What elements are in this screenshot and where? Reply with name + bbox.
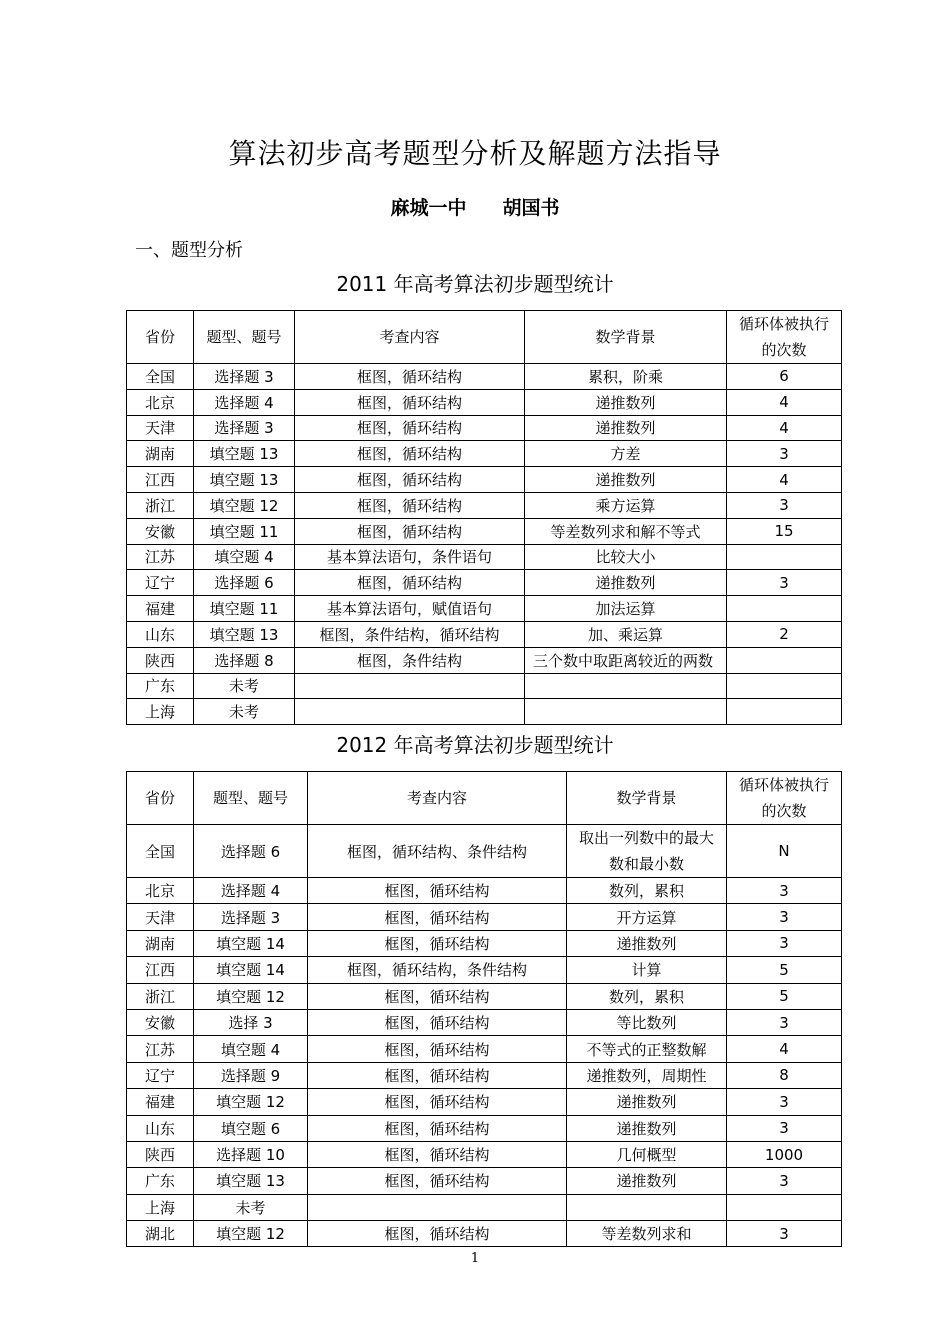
table-row	[127, 544, 842, 570]
cell-content: 框图，循环结构	[295, 570, 525, 596]
cell-province: 北京	[127, 878, 194, 904]
cell-content	[308, 1194, 567, 1220]
cell-question-type: 未考	[194, 1194, 308, 1220]
cell-loop-count: 3	[727, 1221, 842, 1247]
table-row	[127, 1221, 842, 1247]
cell-content: 框图，循环结构	[295, 441, 525, 467]
cell-loop-count: 4	[727, 467, 842, 493]
cell-province: 山东	[127, 621, 194, 647]
author-line	[0, 193, 950, 220]
cell-loop-count: 4	[727, 389, 842, 415]
cell-question-type: 未考	[194, 699, 295, 725]
cell-background: 递推数列	[525, 415, 727, 441]
table-row	[127, 1036, 842, 1062]
table-row	[127, 1194, 842, 1220]
cell-loop-count	[727, 699, 842, 725]
cell-content	[295, 673, 525, 699]
cell-loop-count: 3	[727, 904, 842, 930]
cell-loop-count	[727, 647, 842, 673]
header-content: 考查内容	[295, 311, 525, 364]
cell-content: 框图，循环结构	[295, 492, 525, 518]
cell-question-type: 填空题 4	[194, 1036, 308, 1062]
table-row	[127, 467, 842, 493]
cell-content: 框图，循环结构	[308, 878, 567, 904]
cell-loop-count: 4	[727, 1036, 842, 1062]
cell-question-type: 填空题 13	[194, 441, 295, 467]
cell-loop-count: 3	[727, 570, 842, 596]
cell-province: 全国	[127, 825, 194, 878]
cell-province: 江苏	[127, 544, 194, 570]
cell-question-type: 选择题 3	[194, 415, 295, 441]
cell-background: 递推数列	[567, 1168, 727, 1194]
cell-question-type: 填空题 13	[194, 621, 295, 647]
cell-background: 取出一列数中的最大数和最小数	[567, 825, 727, 878]
cell-background: 方差	[525, 441, 727, 467]
cell-loop-count	[727, 544, 842, 570]
cell-loop-count: 3	[727, 492, 842, 518]
cell-content: 框图，循环结构	[308, 1089, 567, 1115]
cell-content: 框图，循环结构	[295, 364, 525, 390]
cell-loop-count: 1000	[727, 1141, 842, 1167]
cell-background: 等比数列	[567, 1009, 727, 1035]
author-name: 胡国书	[502, 197, 560, 219]
header-loop-count: 循环体被执行的次数	[727, 772, 842, 825]
cell-province: 天津	[127, 415, 194, 441]
cell-question-type: 填空题 13	[194, 467, 295, 493]
cell-question-type: 选择 3	[194, 1009, 308, 1035]
cell-loop-count	[727, 1194, 842, 1220]
cell-background: 等差数列求和	[567, 1221, 727, 1247]
table-row	[127, 983, 842, 1009]
cell-province: 陕西	[127, 1141, 194, 1167]
cell-question-type: 选择题 9	[194, 1062, 308, 1088]
table-row	[127, 415, 842, 441]
cell-content: 框图，循环结构	[308, 904, 567, 930]
cell-question-type: 填空题 12	[194, 1089, 308, 1115]
cell-question-type: 填空题 12	[194, 983, 308, 1009]
cell-loop-count	[727, 673, 842, 699]
cell-content: 框图，条件结构，循环结构	[295, 621, 525, 647]
cell-province: 福建	[127, 1089, 194, 1115]
table-row	[127, 621, 842, 647]
cell-loop-count: 3	[727, 441, 842, 467]
header-background: 数学背景	[567, 772, 727, 825]
cell-question-type: 选择题 3	[194, 904, 308, 930]
cell-question-type: 填空题 13	[194, 1168, 308, 1194]
table-row	[127, 389, 842, 415]
cell-content: 框图，循环结构	[308, 1009, 567, 1035]
cell-loop-count: 3	[727, 878, 842, 904]
table-row	[127, 518, 842, 544]
cell-question-type: 选择题 4	[194, 389, 295, 415]
table-row	[127, 930, 842, 956]
cell-content: 框图，循环结构	[308, 1141, 567, 1167]
cell-question-type: 选择题 3	[194, 364, 295, 390]
cell-question-type: 填空题 6	[194, 1115, 308, 1141]
table-row	[127, 441, 842, 467]
cell-loop-count: N	[727, 825, 842, 878]
cell-background	[525, 699, 727, 725]
cell-background: 不等式的正整数解	[567, 1036, 727, 1062]
cell-content: 框图，循环结构	[308, 1115, 567, 1141]
cell-province: 辽宁	[127, 1062, 194, 1088]
cell-loop-count	[727, 596, 842, 622]
table-row	[127, 596, 842, 622]
cell-content	[295, 699, 525, 725]
cell-province: 江西	[127, 957, 194, 983]
cell-question-type: 填空题 12	[194, 1221, 308, 1247]
cell-province: 广东	[127, 673, 194, 699]
cell-province: 福建	[127, 596, 194, 622]
cell-content: 框图，循环结构	[295, 389, 525, 415]
cell-content: 框图，循环结构	[308, 1036, 567, 1062]
cell-province: 浙江	[127, 492, 194, 518]
header-content: 考查内容	[308, 772, 567, 825]
cell-content: 框图，循环结构	[308, 930, 567, 956]
cell-province: 上海	[127, 1194, 194, 1220]
header-question-type: 题型、题号	[194, 772, 308, 825]
cell-loop-count: 6	[727, 364, 842, 390]
cell-province: 天津	[127, 904, 194, 930]
cell-province: 辽宁	[127, 570, 194, 596]
cell-question-type: 填空题 11	[194, 596, 295, 622]
cell-background: 开方运算	[567, 904, 727, 930]
cell-loop-count: 3	[727, 1089, 842, 1115]
cell-background	[567, 1194, 727, 1220]
cell-background: 等差数列求和解不等式	[525, 518, 727, 544]
cell-question-type: 填空题 14	[194, 957, 308, 983]
header-province: 省份	[127, 772, 194, 825]
table-row	[127, 699, 842, 725]
cell-content: 框图，循环结构，条件结构	[308, 957, 567, 983]
cell-background: 比较大小	[525, 544, 727, 570]
cell-background	[525, 673, 727, 699]
cell-content: 框图，循环结构	[308, 1221, 567, 1247]
cell-question-type: 选择题 4	[194, 878, 308, 904]
cell-province: 陕西	[127, 647, 194, 673]
table-row	[127, 904, 842, 930]
table-row	[127, 957, 842, 983]
cell-province: 广东	[127, 1168, 194, 1194]
document-title: 算法初步高考题型分析及解题方法指导	[228, 137, 722, 170]
table-row	[127, 1089, 842, 1115]
cell-background: 三个数中取距离较近的两数	[525, 647, 727, 673]
cell-background: 递推数列	[567, 1089, 727, 1115]
cell-loop-count: 3	[727, 930, 842, 956]
cell-background: 累积，阶乘	[525, 364, 727, 390]
section-heading: 一、题型分析	[135, 240, 243, 261]
cell-content: 框图，循环结构	[295, 467, 525, 493]
cell-background: 递推数列，周期性	[567, 1062, 727, 1088]
table-row	[127, 1141, 842, 1167]
cell-loop-count: 2	[727, 621, 842, 647]
cell-background: 几何概型	[567, 1141, 727, 1167]
cell-question-type: 选择题 6	[194, 570, 295, 596]
cell-content: 基本算法语句，条件语句	[295, 544, 525, 570]
cell-loop-count: 3	[727, 1115, 842, 1141]
page-number: 1	[470, 1251, 480, 1266]
cell-loop-count: 5	[727, 957, 842, 983]
cell-background: 数列，累积	[567, 983, 727, 1009]
cell-province: 安徽	[127, 518, 194, 544]
cell-question-type: 填空题 14	[194, 930, 308, 956]
cell-question-type: 填空题 12	[194, 492, 295, 518]
cell-content: 框图，循环结构	[295, 415, 525, 441]
cell-background: 加法运算	[525, 596, 727, 622]
table-caption-2012: 2012 年高考算法初步题型统计	[336, 733, 614, 757]
header-question-type: 题型、题号	[194, 311, 295, 364]
cell-question-type: 填空题 4	[194, 544, 295, 570]
cell-loop-count: 5	[727, 983, 842, 1009]
cell-province: 江苏	[127, 1036, 194, 1062]
stats-table-2011	[126, 310, 842, 725]
cell-background: 递推数列	[525, 570, 727, 596]
cell-province: 湖北	[127, 1221, 194, 1247]
table-body-2012	[127, 825, 842, 1247]
table-row	[127, 1009, 842, 1035]
cell-loop-count: 15	[727, 518, 842, 544]
cell-background: 递推数列	[567, 1115, 727, 1141]
table-row	[127, 492, 842, 518]
cell-content: 框图，循环结构	[295, 518, 525, 544]
table-row	[127, 647, 842, 673]
table-row	[127, 1062, 842, 1088]
cell-question-type: 未考	[194, 673, 295, 699]
cell-background: 乘方运算	[525, 492, 727, 518]
cell-content: 框图，循环结构	[308, 983, 567, 1009]
cell-background: 递推数列	[525, 389, 727, 415]
cell-content: 框图，循环结构	[308, 1062, 567, 1088]
table-caption-2011: 2011 年高考算法初步题型统计	[336, 272, 614, 296]
cell-background: 数列，累积	[567, 878, 727, 904]
cell-question-type: 选择题 6	[194, 825, 308, 878]
cell-content: 框图，循环结构	[308, 1168, 567, 1194]
cell-question-type: 填空题 11	[194, 518, 295, 544]
cell-province: 浙江	[127, 983, 194, 1009]
cell-content: 基本算法语句，赋值语句	[295, 596, 525, 622]
author-school: 麻城一中	[390, 197, 467, 219]
cell-loop-count: 8	[727, 1062, 842, 1088]
cell-province: 山东	[127, 1115, 194, 1141]
cell-loop-count: 4	[727, 415, 842, 441]
cell-background: 加、乘运算	[525, 621, 727, 647]
cell-background: 计算	[567, 957, 727, 983]
cell-loop-count: 3	[727, 1168, 842, 1194]
cell-province: 北京	[127, 389, 194, 415]
cell-content: 框图，循环结构、条件结构	[308, 825, 567, 878]
table-row	[127, 1115, 842, 1141]
header-province: 省份	[127, 311, 194, 364]
cell-province: 湖南	[127, 441, 194, 467]
table-row	[127, 825, 842, 878]
cell-loop-count: 3	[727, 1009, 842, 1035]
table-row	[127, 878, 842, 904]
table-body-2011	[127, 364, 842, 725]
cell-province: 安徽	[127, 1009, 194, 1035]
cell-background: 递推数列	[525, 467, 727, 493]
cell-province: 上海	[127, 699, 194, 725]
cell-background: 递推数列	[567, 930, 727, 956]
cell-question-type: 选择题 8	[194, 647, 295, 673]
stats-table-2012	[126, 771, 842, 1247]
table-row	[127, 1168, 842, 1194]
table-row	[127, 364, 842, 390]
table-row	[127, 570, 842, 596]
table-row	[127, 673, 842, 699]
cell-province: 全国	[127, 364, 194, 390]
cell-province: 江西	[127, 467, 194, 493]
cell-question-type: 选择题 10	[194, 1141, 308, 1167]
cell-content: 框图，条件结构	[295, 647, 525, 673]
header-background: 数学背景	[525, 311, 727, 364]
header-loop-count: 循环体被执行的次数	[727, 311, 842, 364]
cell-province: 湖南	[127, 930, 194, 956]
